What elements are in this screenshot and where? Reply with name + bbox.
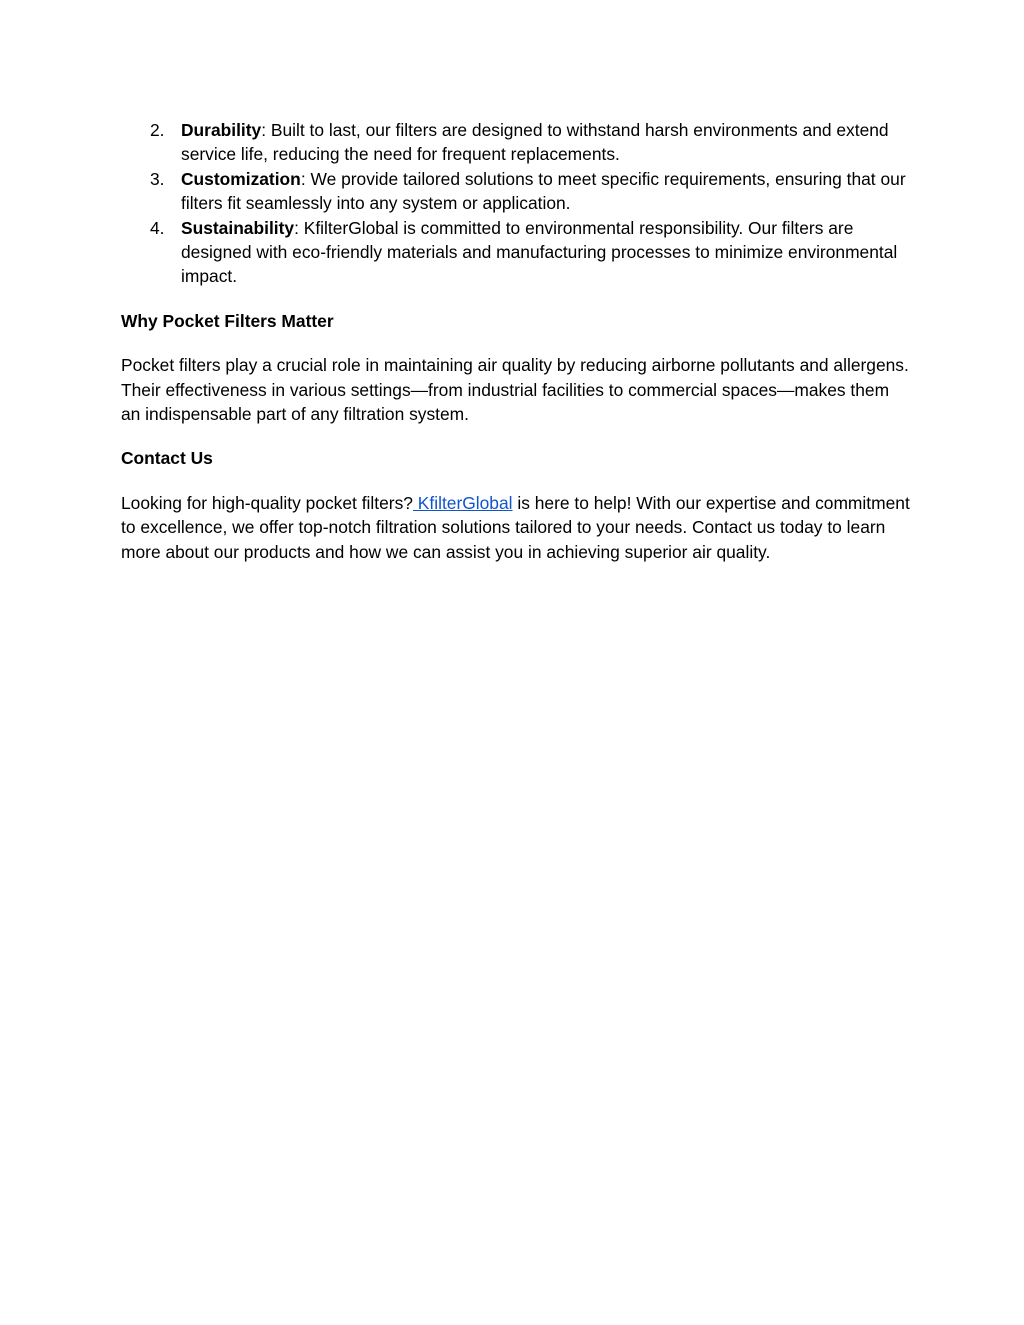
features-list (121, 118, 911, 289)
why-paragraph: Pocket filters play a crucial role in maintaining air quality by reducing airborne pollutants and allergens. Their effectiveness in various settings—from industrial facilities to commercial spaces—makes them an indispensable part of any filtration system. (121, 355, 909, 425)
document-page (121, 118, 911, 564)
contact-text-before: Looking for high-quality pocket filters? (121, 492, 413, 513)
list-item-number: 2. (150, 120, 165, 140)
list-item (121, 167, 911, 216)
list-item-term: Customization (181, 168, 301, 189)
list-item (121, 216, 911, 289)
list-item-text: : Built to last, our filters are designed to withstand harsh environments and extend service life, reducing the need for frequent replacements. (181, 120, 889, 165)
list-item-text: : We provide tailored solutions to meet specific requirements, ensuring that our filters fit seamlessly into any system or application. (181, 168, 906, 214)
kfilterglobal-link[interactable]: KfilterGlobal (412, 492, 513, 513)
contact-paragraph (121, 491, 911, 564)
why-heading: Why Pocket Filters Matter (121, 310, 334, 331)
list-item-term: Sustainability (181, 217, 295, 238)
list-item-text: : KfilterGlobal is committed to environmental responsibility. Our filters are designed with eco-friendly materials and manufacturing processes to minimize environmental impact. (181, 217, 898, 287)
list-item-number: 4. (150, 217, 165, 238)
list-item (121, 118, 911, 167)
contact-heading: Contact Us (121, 448, 213, 469)
list-item-term: Durability (181, 120, 262, 140)
list-item-number: 3. (150, 168, 165, 189)
contact-text-after: is here to help! With our expertise and commitment to excellence, we offer top-notch filtration solutions tailored to your needs. Contact us today to learn more about our products and how we can assist you in achieving superior air quality. (121, 492, 910, 562)
